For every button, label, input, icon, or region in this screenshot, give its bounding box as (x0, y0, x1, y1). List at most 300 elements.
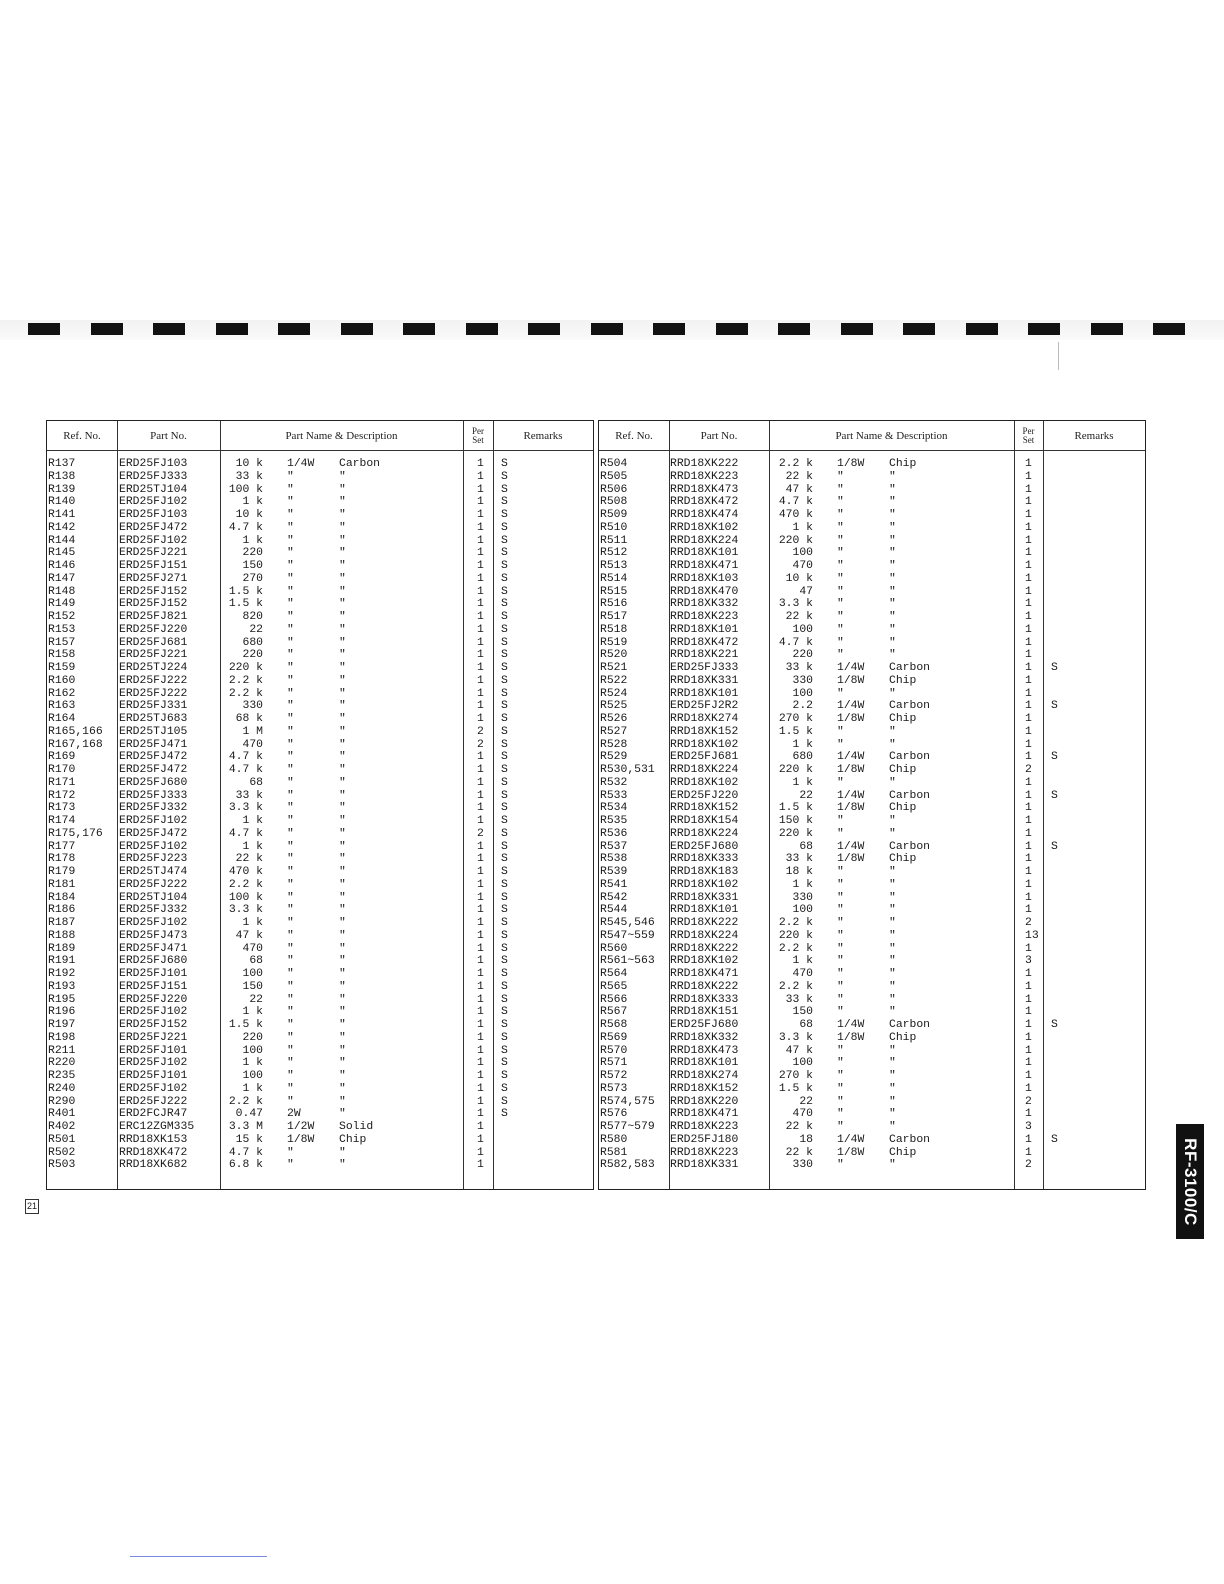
cell-value: 220 k (778, 534, 813, 547)
cell-type: " (339, 560, 346, 572)
cell-part-no: RRD18XK472 (670, 636, 739, 649)
cell-ref-no: R164 (48, 713, 76, 725)
cell-per-set: 1 (477, 1006, 484, 1019)
cell-remarks: S (501, 598, 508, 611)
cell-part-no: RRD18XK152 (670, 1082, 739, 1095)
cell-value: 100 k (228, 891, 263, 904)
perforation-dash (966, 323, 998, 335)
cell-wattage: " (287, 802, 294, 815)
cell-type: Carbon (339, 458, 381, 470)
cell-part-no: ERD25FJ222 (119, 878, 188, 891)
cell-value: 3.3 k (228, 802, 263, 815)
table-row (599, 611, 1145, 624)
cell-value: 68 (799, 1019, 813, 1031)
cell-value: 47 k (785, 1044, 813, 1057)
cell-per-set: 1 (1025, 853, 1032, 866)
cell-wattage: " (837, 1108, 844, 1121)
cell-per-set: 1 (1025, 598, 1032, 611)
cell-remarks: S (501, 1019, 508, 1031)
cell-remarks: S (501, 585, 508, 598)
cell-type: " (339, 815, 346, 827)
cell-type: Carbon (889, 662, 931, 674)
cell-per-set: 2 (477, 738, 484, 751)
scan-artifact-line (1058, 342, 1059, 370)
table-row (47, 751, 593, 764)
table-row (47, 649, 593, 662)
cell-part-no: ERD25FJ680 (670, 1019, 739, 1031)
cell-type: " (339, 1019, 346, 1031)
cell-per-set: 1 (1025, 802, 1032, 815)
cell-wattage: " (837, 993, 844, 1006)
cell-per-set: 1 (1025, 470, 1032, 483)
table-row (599, 1147, 1145, 1160)
cell-value: 68 (799, 840, 813, 853)
cell-part-no: ERD25TJ105 (119, 725, 188, 738)
cell-remarks: S (501, 980, 508, 993)
cell-ref-no: R517 (600, 611, 628, 623)
cell-part-no: RRD18XK101 (670, 623, 739, 636)
cell-ref-no: R140 (48, 496, 76, 509)
cell-wattage: 1/8W (837, 674, 865, 687)
cell-remarks: S (501, 1031, 508, 1044)
cell-ref-no: R566 (600, 993, 628, 1006)
cell-part-no: ERD25FJ222 (119, 687, 188, 700)
cell-wattage: " (837, 980, 844, 993)
cell-ref-no: R580 (600, 1133, 628, 1146)
table-row (599, 649, 1145, 662)
cell-part-no: ERD25FJ152 (119, 1019, 188, 1031)
cell-wattage: " (287, 891, 294, 904)
cell-ref-no: R163 (48, 700, 76, 713)
cell-per-set: 1 (477, 623, 484, 636)
cell-per-set: 1 (477, 547, 484, 560)
cell-part-no: ERD25FJ152 (119, 585, 188, 598)
table-row (47, 1147, 593, 1160)
cell-wattage: " (837, 904, 844, 917)
cell-type: " (889, 611, 896, 623)
cell-type: " (889, 534, 896, 547)
cell-part-no: ERD25TJ104 (119, 483, 188, 496)
table-row (47, 739, 593, 752)
perforation-dash (903, 323, 935, 335)
cell-type: " (339, 687, 346, 700)
cell-wattage: " (287, 1006, 294, 1019)
cell-value: 220 (242, 649, 263, 662)
table-row (47, 1057, 593, 1070)
cell-part-no: RRD18XK154 (670, 815, 739, 827)
cell-wattage: " (837, 611, 844, 623)
cell-remarks: S (501, 968, 508, 980)
table-row (599, 802, 1145, 815)
cell-remarks: S (501, 509, 508, 521)
cell-per-set: 1 (477, 611, 484, 623)
cell-per-set: 1 (477, 942, 484, 955)
cell-ref-no: R576 (600, 1108, 628, 1121)
cell-per-set: 2 (477, 827, 484, 840)
cell-per-set: 1 (1025, 1044, 1032, 1057)
cell-per-set: 1 (1025, 840, 1032, 853)
cell-wattage: " (837, 496, 844, 509)
cell-ref-no: R172 (48, 789, 76, 802)
cell-type: " (339, 776, 346, 789)
cell-value: 4.7 k (778, 636, 813, 649)
cell-value: 1 k (242, 917, 263, 929)
cell-part-no: RRD18XK223 (670, 1146, 739, 1159)
cell-wattage: " (837, 1159, 844, 1172)
cell-per-set: 1 (1025, 611, 1032, 623)
cell-ref-no: R574,575 (600, 1095, 655, 1108)
cell-wattage: " (287, 560, 294, 572)
cell-remarks: S (501, 470, 508, 483)
cell-per-set: 1 (1025, 968, 1032, 980)
cell-per-set: 1 (1025, 572, 1032, 585)
cell-wattage: " (287, 980, 294, 993)
cell-part-no: RRD18XK331 (670, 674, 739, 687)
cell-part-no: ERD25FJ332 (119, 802, 188, 815)
cell-value: 47 (799, 585, 813, 598)
cell-ref-no: R402 (48, 1121, 76, 1133)
cell-wattage: " (837, 917, 844, 929)
table-row (47, 598, 593, 611)
cell-part-no: ERD25FJ102 (119, 534, 188, 547)
cell-remarks: S (501, 955, 508, 968)
cell-wattage: 1/4W (837, 1019, 865, 1031)
cell-value: 330 (792, 1159, 813, 1172)
cell-value: 22 k (785, 470, 813, 483)
cell-type: " (889, 1108, 896, 1121)
cell-remarks: S (501, 1006, 508, 1019)
cell-type: " (339, 725, 346, 738)
cell-part-no: RRD18XK333 (670, 853, 739, 866)
cell-part-no: RRD18XK682 (119, 1159, 188, 1172)
table-row (47, 892, 593, 905)
cell-per-set: 1 (477, 776, 484, 789)
cell-type: " (339, 521, 346, 534)
cell-part-no: ERD25FJ681 (119, 636, 188, 649)
cell-part-no: ERD25FJ221 (119, 1031, 188, 1044)
cell-part-no: ERD25FJ101 (119, 1070, 188, 1082)
cell-per-set: 1 (477, 509, 484, 521)
cell-part-no: RRD18XK471 (670, 1108, 739, 1121)
table-row (599, 790, 1145, 803)
cell-type: " (889, 585, 896, 598)
cell-value: 1 k (792, 521, 813, 534)
cell-part-no: RRD18XK331 (670, 891, 739, 904)
cell-wattage: " (287, 955, 294, 968)
cell-wattage: " (287, 674, 294, 687)
cell-wattage: " (287, 509, 294, 521)
cell-wattage: 1/8W (287, 1133, 315, 1146)
table-row (599, 624, 1145, 637)
cell-wattage: 1/4W (287, 458, 315, 470)
cell-ref-no: R198 (48, 1031, 76, 1044)
cell-per-set: 1 (1025, 700, 1032, 713)
table-row (599, 560, 1145, 573)
cell-wattage: " (837, 649, 844, 662)
cell-ref-no: R240 (48, 1082, 76, 1095)
table-row (47, 496, 593, 509)
cell-ref-no: R170 (48, 764, 76, 776)
cell-type: " (339, 789, 346, 802)
cell-type: " (889, 1057, 896, 1070)
table-row (599, 955, 1145, 968)
cell-type: " (339, 1159, 346, 1172)
cell-value: 22 k (785, 611, 813, 623)
cell-part-no: ERD25FJ102 (119, 815, 188, 827)
cell-type: " (889, 815, 896, 827)
table-row (599, 484, 1145, 497)
cell-per-set: 1 (477, 1133, 484, 1146)
cell-part-no: RRD18XK470 (670, 585, 739, 598)
cell-remarks: S (501, 853, 508, 866)
parts-table-right (598, 420, 1146, 1190)
cell-per-set: 1 (1025, 674, 1032, 687)
table-row (47, 688, 593, 701)
cell-part-no: ERD25FJ471 (119, 738, 188, 751)
perforation-dash (216, 323, 248, 335)
cell-type: Chip (889, 853, 917, 866)
table-row (599, 777, 1145, 790)
cell-part-no: ERD25FJ2R2 (670, 700, 739, 713)
cell-type: " (889, 509, 896, 521)
cell-wattage: " (837, 955, 844, 968)
cell-wattage: " (837, 738, 844, 751)
cell-remarks: S (1051, 1133, 1058, 1146)
cell-remarks: S (501, 1082, 508, 1095)
cell-ref-no: R195 (48, 993, 76, 1006)
cell-type: " (889, 866, 896, 878)
cell-per-set: 1 (1025, 1146, 1032, 1159)
cell-value: 68 k (235, 713, 263, 725)
cell-wattage: " (287, 827, 294, 840)
cell-ref-no: R191 (48, 955, 76, 968)
cell-per-set: 3 (1025, 955, 1032, 968)
cell-per-set: 2 (1025, 1159, 1032, 1172)
cell-part-no: ERD25FJ472 (119, 827, 188, 840)
cell-wattage: 1/4W (837, 662, 865, 674)
cell-part-no: ERD25FJ333 (119, 470, 188, 483)
cell-wattage: " (287, 866, 294, 878)
cell-wattage: " (287, 662, 294, 674)
cell-part-no: ERD25FJ102 (119, 1082, 188, 1095)
cell-ref-no: R544 (600, 904, 628, 917)
cell-wattage: " (287, 789, 294, 802)
cell-remarks: S (501, 521, 508, 534)
cell-type: " (339, 802, 346, 815)
cell-type: " (339, 649, 346, 662)
cell-type: " (889, 968, 896, 980)
cell-remarks: S (501, 1095, 508, 1108)
cell-ref-no: R189 (48, 942, 76, 955)
cell-ref-no: R146 (48, 560, 76, 572)
cell-part-no: RRD18XK222 (670, 917, 739, 929)
table-row (599, 866, 1145, 879)
cell-ref-no: R173 (48, 802, 76, 815)
cell-part-no: RRD18XK332 (670, 598, 739, 611)
table-row (47, 1019, 593, 1032)
cell-ref-no: R167,168 (48, 738, 103, 751)
cell-ref-no: R515 (600, 585, 628, 598)
cell-value: 1.5 k (778, 725, 813, 738)
cell-type: " (339, 1070, 346, 1082)
table-row (599, 904, 1145, 917)
cell-per-set: 1 (1025, 713, 1032, 725)
cell-type: " (889, 521, 896, 534)
cell-value: 33 k (785, 662, 813, 674)
cell-part-no: RRD18XK473 (670, 483, 739, 496)
cell-remarks: S (501, 827, 508, 840)
cell-per-set: 1 (477, 713, 484, 725)
cell-remarks: S (501, 534, 508, 547)
table-row (47, 1032, 593, 1045)
cell-value: 33 k (235, 470, 263, 483)
cell-value: 3.3 k (228, 904, 263, 917)
cell-ref-no: R532 (600, 776, 628, 789)
cell-type: " (889, 1006, 896, 1019)
cell-remarks: S (501, 1070, 508, 1082)
cell-wattage: " (287, 1044, 294, 1057)
cell-remarks: S (501, 917, 508, 929)
cell-type: " (889, 649, 896, 662)
cell-type: " (339, 955, 346, 968)
cell-part-no: RRD18XK183 (670, 866, 739, 878)
cell-per-set: 1 (1025, 878, 1032, 891)
cell-part-no: ERD25FJ222 (119, 1095, 188, 1108)
cell-wattage: " (287, 1031, 294, 1044)
cell-wattage: " (287, 470, 294, 483)
cell-value: 22 (799, 1095, 813, 1108)
table-row (47, 624, 593, 637)
cell-part-no: RRD18XK332 (670, 1031, 739, 1044)
cell-value: 1 k (242, 815, 263, 827)
cell-wattage: " (837, 687, 844, 700)
cell-value: 220 k (778, 929, 813, 942)
cell-type: " (339, 547, 346, 560)
cell-ref-no: R211 (48, 1044, 76, 1057)
cell-type: " (339, 827, 346, 840)
cell-type: " (889, 1159, 896, 1172)
table-row (599, 1019, 1145, 1032)
cell-value: 2.2 k (778, 980, 813, 993)
cell-part-no: RRD18XK220 (670, 1095, 739, 1108)
cell-ref-no: R560 (600, 942, 628, 955)
cell-value: 3.3 k (778, 598, 813, 611)
table-row (47, 458, 593, 471)
cell-ref-no: R528 (600, 738, 628, 751)
table-row (47, 841, 593, 854)
cell-value: 270 (242, 572, 263, 585)
table-row (599, 637, 1145, 650)
cell-type: " (889, 1082, 896, 1095)
cell-part-no: RRD18XK102 (670, 521, 739, 534)
cell-wattage: " (287, 623, 294, 636)
cell-ref-no: R165,166 (48, 725, 103, 738)
cell-part-no: RRD18XK103 (670, 572, 739, 585)
cell-wattage: " (287, 483, 294, 496)
cell-type: Chip (889, 1031, 917, 1044)
table-row (599, 764, 1145, 777)
cell-remarks: S (501, 993, 508, 1006)
cell-per-set: 1 (1025, 649, 1032, 662)
cell-value: 1.5 k (778, 802, 813, 815)
cell-per-set: 1 (1025, 1006, 1032, 1019)
cell-per-set: 1 (477, 534, 484, 547)
cell-per-set: 1 (477, 1095, 484, 1108)
cell-remarks: S (501, 674, 508, 687)
cell-remarks: S (501, 789, 508, 802)
cell-remarks: S (501, 496, 508, 509)
cell-per-set: 1 (1025, 496, 1032, 509)
cell-wattage: " (837, 929, 844, 942)
cell-wattage: " (287, 521, 294, 534)
table-row (47, 611, 593, 624)
cell-value: 22 k (785, 1146, 813, 1159)
cell-ref-no: R138 (48, 470, 76, 483)
cell-part-no: RRD18XK101 (670, 904, 739, 917)
cell-remarks: S (501, 662, 508, 674)
cell-ref-no: R235 (48, 1070, 76, 1082)
cell-value: 330 (792, 674, 813, 687)
table-row (47, 713, 593, 726)
cell-value: 1.5 k (228, 585, 263, 598)
table-row (599, 853, 1145, 866)
cell-value: 4.7 k (228, 521, 263, 534)
cell-wattage: " (287, 1082, 294, 1095)
cell-wattage: " (287, 853, 294, 866)
table-row (47, 1159, 593, 1172)
cell-ref-no: R175,176 (48, 827, 103, 840)
cell-wattage: " (287, 1057, 294, 1070)
cell-per-set: 1 (477, 993, 484, 1006)
cell-part-no: ERD25FJ221 (119, 547, 188, 560)
cell-per-set: 1 (477, 636, 484, 649)
perforation-dash (1153, 323, 1185, 335)
table-row (599, 458, 1145, 471)
cell-type: " (339, 534, 346, 547)
table-row (47, 955, 593, 968)
cell-per-set: 1 (477, 802, 484, 815)
perforation-dash (716, 323, 748, 335)
cell-per-set: 1 (1025, 1031, 1032, 1044)
cell-per-set: 1 (1025, 1057, 1032, 1070)
header-part-name: Part Name & Description (285, 429, 398, 442)
cell-ref-no: R503 (48, 1159, 76, 1172)
cell-wattage: 1/4W (837, 840, 865, 853)
cell-type: Carbon (889, 789, 931, 802)
perforation-dash (403, 323, 435, 335)
cell-per-set: 1 (477, 815, 484, 827)
cell-per-set: 1 (477, 1121, 484, 1133)
table-row (47, 522, 593, 535)
cell-per-set: 1 (1025, 534, 1032, 547)
table-row (47, 981, 593, 994)
cell-ref-no: R542 (600, 891, 628, 904)
cell-ref-no: R142 (48, 521, 76, 534)
cell-type: Chip (889, 674, 917, 687)
cell-wattage: " (837, 636, 844, 649)
cell-type: Chip (889, 713, 917, 725)
cell-part-no: RRD18XK222 (670, 458, 739, 470)
cell-value: 4.7 k (778, 496, 813, 509)
cell-type: " (889, 470, 896, 483)
cell-wattage: " (837, 1057, 844, 1070)
cell-per-set: 1 (1025, 547, 1032, 560)
cell-wattage: " (287, 598, 294, 611)
cell-part-no: ERD25FJ680 (119, 955, 188, 968)
cell-per-set: 2 (1025, 917, 1032, 929)
cell-part-no: RRD18XK101 (670, 1057, 739, 1070)
table-row (47, 484, 593, 497)
